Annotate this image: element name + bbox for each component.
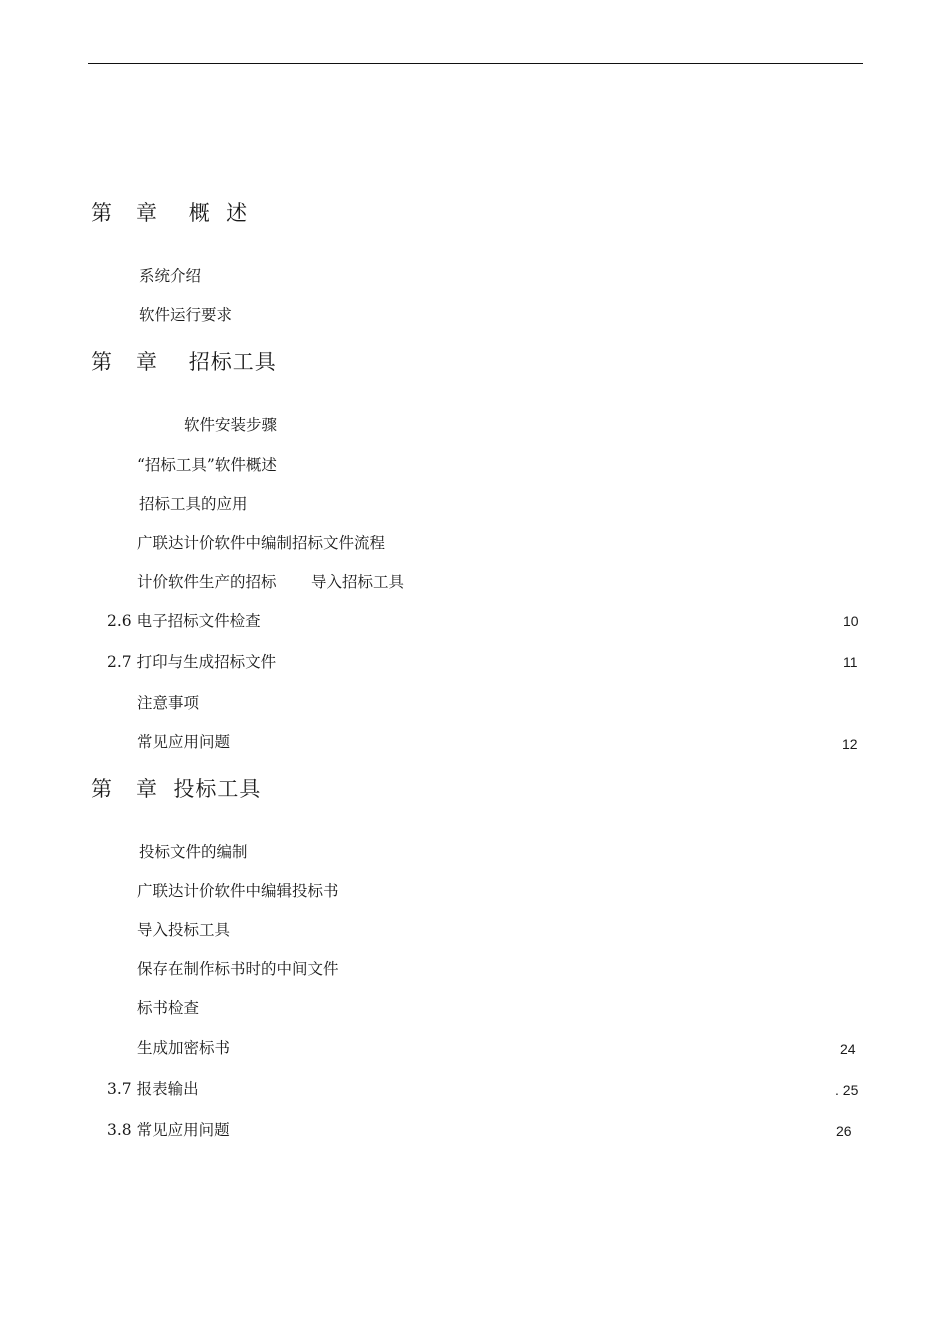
- toc-entry: 招标工具的应用: [139, 495, 248, 513]
- toc-page-number: 12: [842, 736, 858, 752]
- toc-entry: 2.7 打印与生成招标文件: [107, 653, 277, 671]
- toc-entry: 保存在制作标书时的中间文件: [137, 960, 339, 978]
- toc-entry: 常见应用问题: [137, 733, 231, 751]
- toc-page-number: 10: [843, 613, 859, 629]
- chapter-1-heading: 第 章 概 述: [91, 201, 249, 225]
- toc-entry: 广联达计价软件中编制招标文件流程: [137, 534, 386, 552]
- chapter-2-heading: 第 章 招标工具: [91, 350, 277, 374]
- toc-page-number: 24: [840, 1041, 856, 1057]
- toc-entry: 系统介绍: [139, 267, 202, 285]
- toc-entry: 3.7 报表输出: [107, 1080, 199, 1098]
- header-rule: [88, 63, 863, 64]
- toc-entry: 生成加密标书: [137, 1039, 231, 1057]
- toc-entry: 3.8 常见应用问题: [107, 1121, 230, 1139]
- toc-entry: 软件运行要求: [139, 306, 233, 324]
- chapter-3-heading: 第 章 投标工具: [91, 777, 262, 801]
- toc-entry: 标书检查: [137, 999, 200, 1017]
- toc-page-number: . 25: [835, 1082, 859, 1098]
- toc-entry: 注意事项: [137, 694, 200, 712]
- toc-entry: 2.6 电子招标文件检查: [107, 612, 261, 630]
- toc-entry: 广联达计价软件中编辑投标书: [137, 882, 339, 900]
- toc-entry: 投标文件的编制: [139, 843, 248, 861]
- toc-entry: 计价软件生产的招标 导入招标工具: [137, 573, 404, 591]
- toc-page-number: 11: [843, 654, 858, 670]
- toc-page-number: 26: [836, 1123, 852, 1139]
- toc-title: [0, 132, 950, 162]
- toc-entry: 软件安装步骤: [184, 416, 278, 434]
- toc-entry: 导入投标工具: [137, 921, 231, 939]
- toc-entry: “招标工具”软件概述: [137, 456, 277, 474]
